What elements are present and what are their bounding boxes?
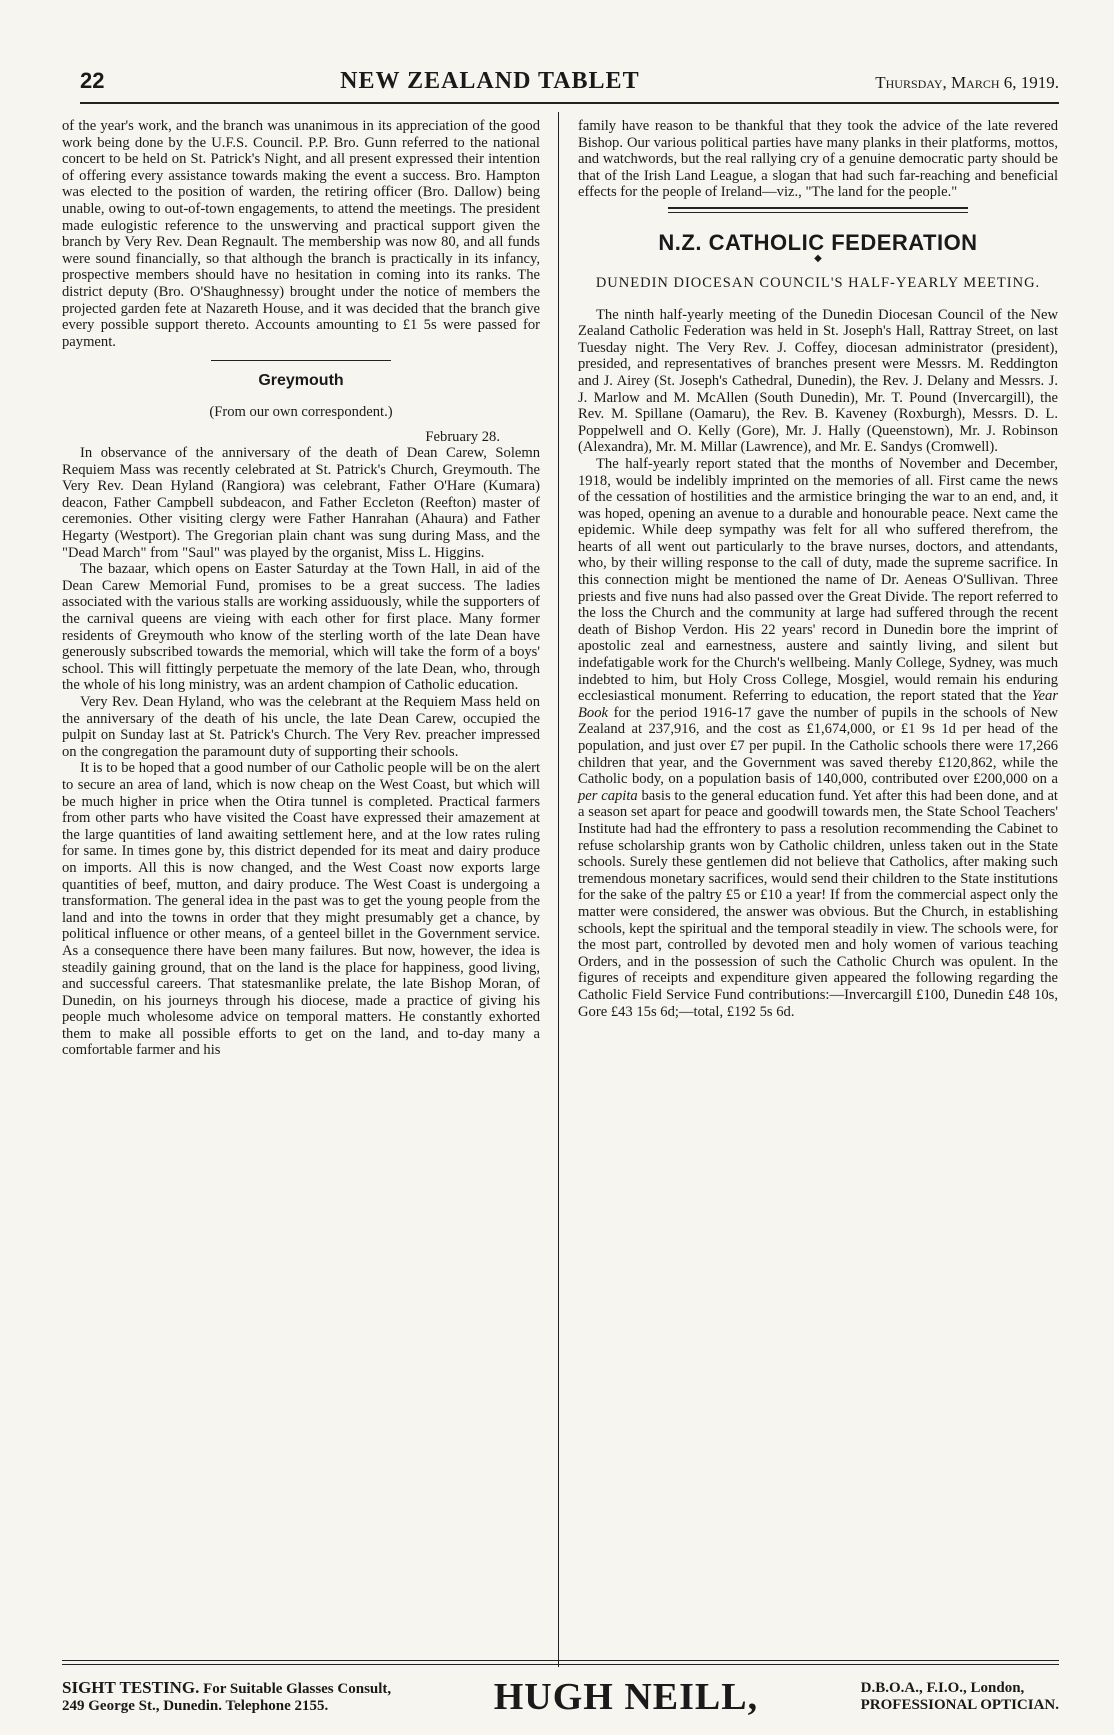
- ad-credential-2: PROFESSIONAL OPTICIAN.: [860, 1697, 1059, 1713]
- federation-paragraph-2: [578, 456, 1058, 1020]
- ad-address: 249 George St., Dunedin.: [62, 1698, 223, 1714]
- greymouth-paragraph-4: It is to be hoped that a good number of our Catholic people will be on the alert to secure an area of land, which is now cheap on the West Coast, but which will be much higher in price when the Otira tunnel is completed. Practical farmers from other parts who have visited the Coast have expressed their amazement at the large quantities of land awaiting settlement here, and at the low rates ruling for same. In times gone by, this district depended for its meat and dairy produce on imports. All this is now changed, and the West Coast now exports large quantities of beef, mutton, and dairy produce. The West Coast is undergoing a transformation. The general idea in the past was to get the young people from the land and into the towns in order that they might presumably get a chance, by political influence or other means, of a genteel billet in the Government service. As a consequence there have been many failures. But now, however, the idea is steadily gaining ground, that on the land is the place for happiness, good living, and successful careers. That statesmanlike prelate, the late Bishop Moran, of Dunedin, on his journeys through his diocese, made a practice of giving his people much wholesome advice on temporal matters. He constantly exhorted them to make all possible efforts to get on the land, and to-day many a comfortable farmer and his: [62, 760, 540, 1059]
- year-book-title: Year Book: [578, 688, 1058, 721]
- greymouth-heading: Greymouth: [258, 372, 344, 390]
- column-divider: [558, 112, 559, 1667]
- greymouth-paragraph-2: The bazaar, which opens on Easter Saturday at the Town Hall, in aid of the Dean Carew Memorial Fund, promises to be a great success. The ladies associated with the various stalls are working assiduously, while the supporters of the carnival queens are vieing with each other for first place. Many former residents of Greymouth who know of the sterling worth of the late Dean have generously subscribed towards the memorial, which will take the form of a boys' school. This will fittingly perpetuate the memory of the late Dean, who, through the whole of his long ministry, was an ardent champion of Catholic education.: [62, 561, 540, 694]
- greymouth-continued: family have reason to be thankful that they took the advice of the late revered Bishop. Our various political parties have many planks in their platforms, mottos, and watchwords, but the real rallying cry of a genuine democratic party should be that of the Irish Land League, a slogan that had such far-reaching and beneficial effects for the people of Ireland—viz., "The land for the people.": [578, 118, 1058, 201]
- report-text-b: for the period 1916-17 gave the number of pupils in the schools of New Zealand at 237,916, and the cost as £1,674,000, or £1 9s 1d per head of the population, and just over £7 per pupil. In the Catholic schools there were 17,266 children that year, and the Government was saved thereby £120,862, while the Catholic body, on a population basis of 140,000, contributed over £200,000 on a: [578, 704, 1058, 788]
- section-rule: [211, 360, 391, 361]
- federation-paragraph-1: The ninth half-yearly meeting of the Dunedin Diocesan Council of the New Zealand Catholic Federation was held in St. Joseph's Hall, Rattray Street, on last Tuesday night. The Very Rev. J. Coffey, diocesan administrator (president), presided, and representatives of branches present were Messrs. M. Reddington and J. Airey (St. Joseph's Cathedral, Dunedin), the Rev. J. Delany and Messrs. J. J. Marlow and M. McAllen (South Dunedin), Mr. T. Pound (Invercargill), the Rev. M. Spillane (Oamaru), the Rev. B. Kaveney (Roxburgh), Messrs. D. L. Poppelwell and O. Kelly (Gore), Mr. J. Hally (Queenstown), Mr. J. Robinson (Alexandra), Mr. M. Millar (Lawrence), and Mr. E. Sandys (Cromwell).: [578, 306, 1058, 456]
- hibernian-report-continued: of the year's work, and the branch was unanimous in its appreciation of the good work being done by the U.F.S. Council. P.P. Bro. Gunn referred to the national concert to be held on St. Patrick's Night, and all present expressed their intention of offering every assistance towards making the event a success. Bro. Hampton was elected to the position of warden, the retiring officer (Bro. Dallow) being unable, owing to out-of-town engagements, to attend the meetings. The president made eulogistic reference to the unswerving and practical support given the branch by Very Rev. Dean Regnault. The membership was now 80, and all funds were sound financially, so that although the branch is practically in its infancy, prospective members should have no hesitation in coming into its ranks. The district deputy (Bro. O'Shaughnessy) brought under the notice of members the projected garden fete at Nazareth House, and it was decided that the branch give every possible support thereto. Accounts amounting to £1 5s were passed for payment.: [62, 118, 540, 350]
- ad-headline: SIGHT TESTING.: [62, 1678, 200, 1697]
- advertisement-footer: [62, 1672, 1059, 1722]
- ad-credential-1: D.B.O.A., F.I.O., London,: [860, 1680, 1025, 1696]
- ad-left-text: [62, 1679, 391, 1715]
- greymouth-paragraph-1: In observance of the anniversary of the death of Dean Carew, Solemn Requiem Mass was recently celebrated at St. Patrick's Church, Greymouth. The Very Rev. Dean Hyland (Rangiora) was celebrant, Father O'Hare (Kumara) deacon, Father Campbell subdeacon, and Father Eccleton (Reefton) master of ceremonies. Other visiting clergy were Father Hanrahan (Ahaura) and Father Hegarty (Westport). The Gregorian plain chant was sung during Mass, and the "Dead March" from "Saul" was played by the organist, Miss L. Higgins.: [62, 445, 540, 561]
- report-text-c: basis to the general education fund. Yet after this had been done, and at a season set apart for peace and goodwill towards men, the State School Teachers' Institute had had the effrontery to pass a resolution recommending the Cabinet to refuse scholarship grants won by Catholic children, unless taken out in the State schools. Surely these gentlemen did not believe that Catholics, after making such tremendous monetary sacrifices, would send their children to the State institutions for the sake of the paltry £5 or £10 a year! If from the commercial aspect only the matter were considered, the answer was obvious. But the Church, in establishing schools, kept the spiritual and the temporal steadily in view. The schools were, for the most part, controlled by devoted men and holy women of various teaching Orders, and in the possession of such the Catholic Church was opulent. In the figures of receipts and expenditure given appeared the following regarding the Catholic Field Service Fund contributions:—Invercargill £100, Dunedin £48 10s, Gore £43 15s 6d;—total, £192 5s 6d.: [578, 787, 1058, 1020]
- page-number: 22: [80, 68, 105, 93]
- federation-subheading: DUNEDIN DIOCESAN COUNCIL'S HALF-YEARLY MEETING.: [595, 274, 1041, 291]
- ad-telephone: Telephone 2155.: [225, 1698, 329, 1714]
- ornament-icon: ◆: [814, 252, 822, 264]
- ad-brand-name: HUGH NEILL,: [493, 1676, 759, 1718]
- report-text-a: The half-yearly report stated that the months of November and December, 1918, would be indelibly imprinted on the memories of all. First came the news of the cessation of hostilities and the armistice bringing the war to an end, and, it was hoped, opening an avenue to a durable and honourable peace. Next came the epidemic. While deep sympathy was felt for all who suffered therefrom, the hearts of all went out particularly to the brave nurses, doctors, and attendants, who, by their willing response to the call of duty, made the supreme sacrifice. In this connection might be mentioned the name of Dr. Aeneas O'Sullivan. Three priests and five nuns had also passed over the Great Divide. The report referred to the loss the Church and the community at large had suffered through the recent death of Bishop Verdon. His 22 years' record in Dunedin bore the imprint of apostolic zeal and earnestness, austere and saintly living, and silent but indefatigable work for the Church's wellbeing. Manly College, Sydney, was much indebted to him, but Holy Cross College, Mosgiel, would remain his enduring ecclesiastical monument. Referring to education, the report stated that the: [578, 455, 1058, 705]
- per-capita-term: per capita: [578, 787, 638, 804]
- greymouth-paragraph-3: Very Rev. Dean Hyland, who was the celebrant at the Requiem Mass held on the anniversary of the death of his uncle, the late Dean Carew, occupied the pulpit on Sunday last at St. Patrick's Church. The Very Rev. preacher impressed on the congregation the paramount duty of supporting their schools.: [62, 694, 540, 760]
- footer-rule: [62, 1660, 1059, 1665]
- dateline: February 28.: [425, 428, 500, 445]
- masthead: [80, 68, 1059, 104]
- federation-heading: N.Z. CATHOLIC FEDERATION: [658, 229, 978, 255]
- publication-title: NEW ZEALAND TABLET: [340, 68, 640, 94]
- section-double-rule: [668, 207, 968, 213]
- ad-credentials: [861, 1680, 1059, 1714]
- left-column: [62, 118, 540, 1059]
- issue-date: Thursday, March 6, 1919.: [875, 73, 1059, 92]
- correspondent-line: (From our own correspondent.): [209, 403, 393, 420]
- right-column: [578, 118, 1058, 1020]
- ad-consult: For Suitable Glasses Consult,: [203, 1681, 392, 1697]
